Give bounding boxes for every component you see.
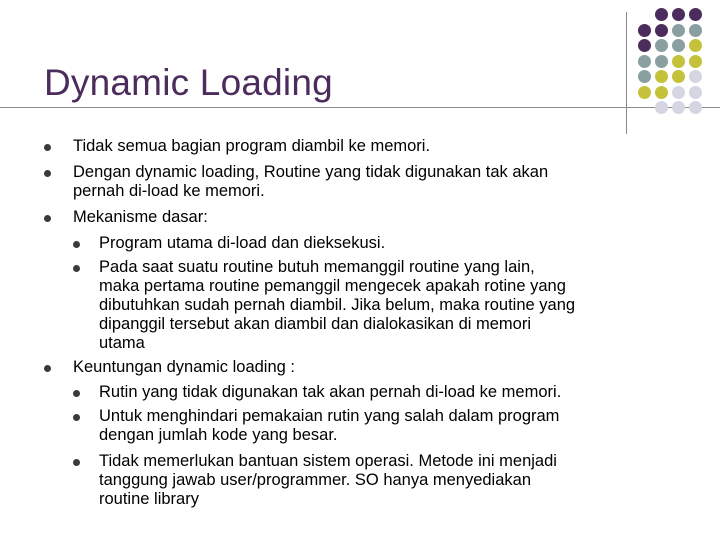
bullet-marker	[44, 215, 51, 222]
bullet-marker	[44, 365, 51, 372]
dot	[638, 86, 651, 99]
bullet-text: Dengan dynamic loading, Routine yang tidak digunakan tak akan	[73, 163, 549, 181]
dot	[655, 86, 668, 99]
sub-bullet-text: Untuk menghindari pemakaian rutin yang salah dalam program	[99, 407, 560, 425]
bullet-text: Keuntungan dynamic loading :	[73, 358, 295, 376]
dot	[638, 55, 651, 68]
dot	[655, 8, 668, 21]
sub-bullet-marker	[73, 414, 80, 421]
bullet-marker	[44, 144, 51, 151]
sub-bullet-text-continued: dengan jumlah kode yang besar.	[99, 426, 338, 444]
dot	[638, 24, 651, 37]
dot	[672, 55, 685, 68]
dot	[655, 55, 668, 68]
bullet-text-continued: pernah di-load ke memori.	[73, 182, 265, 200]
sub-bullet-text: Pada saat suatu routine butuh memanggil routine yang lain,	[99, 258, 535, 276]
dot	[638, 70, 651, 83]
sub-bullet-marker	[73, 241, 80, 248]
bullet-marker	[44, 170, 51, 177]
sub-bullet-text-continued: routine library	[99, 490, 199, 508]
decorative-dot-grid	[638, 8, 702, 114]
dot	[689, 101, 702, 114]
dot	[672, 24, 685, 37]
dot	[689, 70, 702, 83]
dot	[638, 39, 651, 52]
bullet-text: Mekanisme dasar:	[73, 208, 208, 226]
dot	[672, 8, 685, 21]
sub-bullet-text: Rutin yang tidak digunakan tak akan pernah di-load ke memori.	[99, 383, 562, 401]
dot	[689, 8, 702, 21]
sub-bullet-text: Program utama di-load dan dieksekusi.	[99, 234, 386, 252]
dot	[689, 55, 702, 68]
sub-bullet-text-continued: dibutuhkan sudah pernah diambil. Jika belum, maka routine yang	[99, 296, 576, 314]
dot	[689, 86, 702, 99]
sub-bullet-marker	[73, 265, 80, 272]
sub-bullet-text-continued: utama	[99, 334, 145, 352]
sub-bullet-text: Tidak memerlukan bantuan sistem operasi. Metode ini menjadi	[99, 452, 557, 470]
sub-bullet-text-continued: tanggung jawab user/programmer. SO hanya menyediakan	[99, 471, 532, 489]
dot	[655, 70, 668, 83]
sub-bullet-marker	[73, 459, 80, 466]
sub-bullet-text-continued: maka pertama routine pemanggil mengecek apakah rotine yang	[99, 277, 566, 295]
dot	[672, 86, 685, 99]
dot	[655, 39, 668, 52]
dot	[655, 24, 668, 37]
dot	[655, 101, 668, 114]
dot	[689, 24, 702, 37]
sub-bullet-marker	[73, 390, 80, 397]
slide-title: Dynamic Loading	[44, 62, 333, 103]
dot	[672, 70, 685, 83]
bullet-text: Tidak semua bagian program diambil ke memori.	[73, 137, 431, 155]
sub-bullet-text-continued: dipanggil tersebut akan diambil dan dialokasikan di memori	[99, 315, 531, 333]
dot	[672, 101, 685, 114]
dot	[672, 39, 685, 52]
corner-divider	[626, 12, 627, 134]
dot	[689, 39, 702, 52]
title-divider	[0, 107, 720, 108]
